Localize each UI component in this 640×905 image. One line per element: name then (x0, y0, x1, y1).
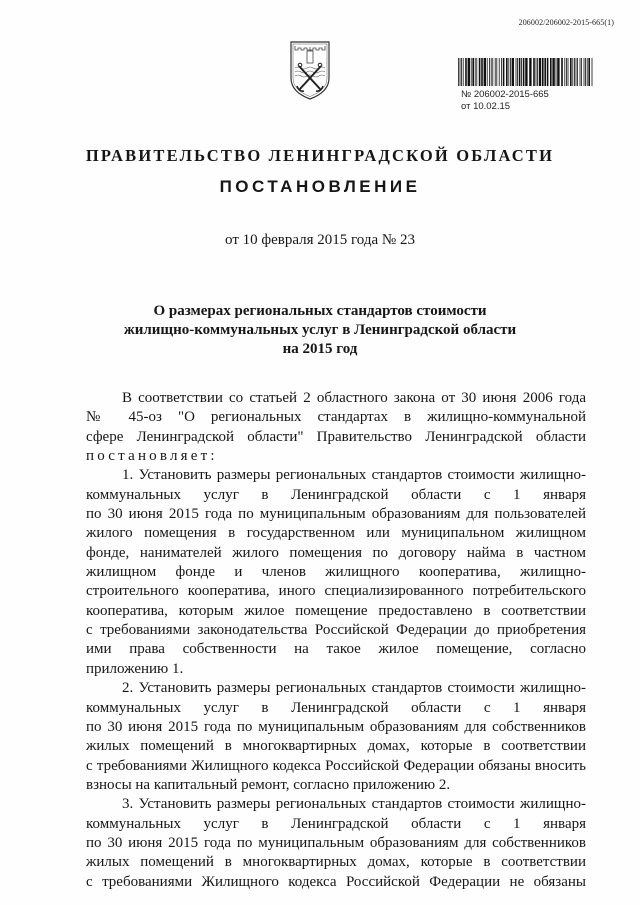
barcode-bar (525, 58, 527, 86)
document-body (86, 389, 586, 892)
barcode-bar (492, 58, 493, 86)
barcode-bar (542, 58, 544, 86)
barcode-bar (574, 58, 575, 86)
barcode-bar (544, 58, 546, 86)
barcode-bar (572, 58, 573, 86)
body-line: с требованиями законодательства Российской Федерации до приобретения (86, 622, 586, 639)
barcode-bar (463, 58, 464, 86)
barcode-bar (484, 58, 486, 86)
barcode-bar (570, 58, 572, 86)
barcode-bar (529, 58, 531, 86)
barcode-bar (465, 58, 467, 86)
barcode-bar (588, 58, 590, 86)
body-line: 3. Установить размеры региональных стандартов стоимости жилищно- (122, 796, 586, 813)
registration-stamp (457, 58, 597, 113)
government-title: ПРАВИТЕЛЬСТВО ЛЕНИНГРАДСКОЙ ОБЛАСТИ (85, 146, 555, 165)
barcode-bar (476, 58, 477, 86)
barcode-bar (580, 58, 581, 86)
body-line: взносы на капитальный ремонт, согласно приложению 2. (86, 776, 451, 793)
barcode-bar (481, 58, 483, 86)
body-line: по 30 июня 2015 года по муниципальным образованиям для собственников (86, 718, 586, 735)
barcode-bar (512, 58, 514, 86)
registration-number: № 206002-2015-665 (461, 89, 549, 100)
body-line: коммунальных услуг в Ленинградской области с 1 января (86, 699, 586, 716)
barcode-bar (576, 58, 577, 86)
body-line: приложению 1. (86, 660, 184, 677)
barcode-bar (517, 58, 518, 86)
subject-line: О размерах региональных стандартов стоимости (153, 303, 487, 319)
body-line: 1. Установить размеры региональных стандартов стоимости жилищно- (122, 467, 586, 484)
body-line: постановляет: (86, 448, 218, 465)
registration-date: от 10.02.15 (461, 101, 511, 112)
document-subject (0, 302, 640, 359)
body-line: 2. Установить размеры региональных стандартов стоимости жилищно- (122, 680, 586, 697)
body-line: по 30 июня 2015 года по муниципальным образованиям для собственников (86, 834, 586, 851)
barcode-bar (577, 58, 578, 86)
barcode-bar (584, 58, 585, 86)
coat-of-arms-icon (285, 38, 335, 102)
body-line: ими права собственности на такое жилое помещение, согласно (86, 641, 586, 658)
barcode-bar (487, 58, 488, 86)
body-line: строительного кооператива, иного специализированного потребительского (86, 583, 586, 600)
barcode-bar (472, 58, 474, 86)
barcode-bar (533, 58, 535, 86)
barcode-bar (475, 58, 476, 86)
barcode-bar (516, 58, 517, 86)
barcode-bar (557, 58, 559, 86)
barcode-bar (521, 58, 522, 86)
barcode-bar (552, 58, 554, 86)
barcode-bar (556, 58, 557, 86)
barcode-bar (566, 58, 567, 86)
barcode-bar (460, 58, 461, 86)
barcode-bar (468, 58, 470, 86)
body-line: по 30 июня 2015 года по муниципальным образованиям для пользователей (86, 506, 586, 523)
barcode-bar (489, 58, 490, 86)
body-line: жилых помещений в многоквартирных домах, которые в соответствии (86, 738, 586, 755)
barcode-bar (461, 58, 462, 86)
barcode-bar (568, 58, 569, 86)
body-line: кооператива, которым жилое помещение предоставлено в соответствии (86, 602, 586, 619)
barcode-bar (561, 58, 563, 86)
body-line: сфере Ленинградской области" Правительство Ленинградской области (86, 428, 586, 445)
barcode-bar (536, 58, 537, 86)
barcode-bar (479, 58, 481, 86)
barcode-bar (458, 58, 459, 86)
barcode-bar (550, 58, 552, 86)
document-reference: 206002/206002-2015-665(1) (518, 18, 614, 27)
barcode-bar (499, 58, 500, 86)
body-line: № 45-оз "О региональных стандартах в жилищно-коммунальной (86, 409, 586, 426)
barcode-bar (539, 58, 541, 86)
barcode-bar (519, 58, 521, 86)
body-line: жилого помещения в государственном или муниципальном жилищном (86, 525, 586, 542)
document-type-heading: ПОСТАНОВЛЕНИЕ (219, 177, 421, 196)
barcode-bar (581, 58, 582, 86)
barcode-bar (510, 58, 511, 86)
barcode-bar (592, 58, 593, 86)
clause-2 (86, 679, 586, 795)
preamble-paragraph (86, 389, 586, 466)
body-line: с требованиями Жилищного кодекса Российской Федерации не обязаны (86, 873, 586, 890)
body-line: фонде, нанимателей жилого помещения по договору найма в частном (86, 544, 586, 561)
subject-line: на 2015 год (282, 341, 358, 357)
barcode-bar (491, 58, 492, 86)
barcode-bar (564, 58, 565, 86)
barcode-bar (501, 58, 502, 86)
barcode-bar (523, 58, 525, 86)
subject-line: жилищно-коммунальных услуг в Ленинградской области (123, 322, 517, 338)
body-line: В соответствии со статьей 2 областного закона от 30 июня 2006 года (122, 390, 586, 406)
barcode-bar (471, 58, 472, 86)
body-line: коммунальных услуг в Ленинградской области с 1 января (86, 815, 586, 832)
clause-1 (86, 466, 586, 679)
body-line: коммунальных услуг в Ленинградской области с 1 января (86, 486, 586, 503)
barcode-bar (537, 58, 538, 86)
body-line: жилищном фонде и членов жилищного кооператива, жилищно- (86, 564, 586, 581)
clause-3 (86, 795, 586, 892)
barcode-bar (547, 58, 549, 86)
barcode-bar (503, 58, 505, 86)
barcode-bar (585, 58, 586, 86)
document-date-number: от 10 февраля 2015 года № 23 (225, 232, 415, 248)
barcode-bar (506, 58, 508, 86)
body-line: с требованиями Жилищного кодекса Российской Федерации обязаны вносить (86, 757, 586, 774)
body-line: жилых помещений в многоквартирных домах, которые в соответствии (86, 854, 586, 871)
barcode-bar (508, 58, 509, 86)
barcode-icon (457, 58, 597, 86)
barcode-bar (496, 58, 497, 86)
barcode-bar (587, 58, 588, 86)
barcode-bar (495, 58, 496, 86)
